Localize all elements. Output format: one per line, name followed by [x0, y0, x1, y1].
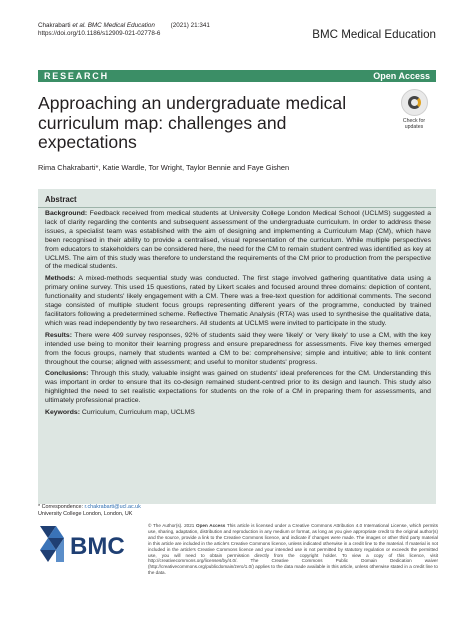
license-statement: © The Author(s). 2021 Open Access This article is licensed under a Creative Commons Attribution 4.0 International License, which permits use, sharing, adaptation, distribution and reproduction in any medium or format, as long as you give appropriate credit to the original author(s) and the source, provide a link to the Creative Commons licence, and indicate if changes were made. The images or other third party material in this article are included in the article's Creative Commons licence, unless indicated otherwise in a credit line to the material. If material is not included in the article's Creative Commons licence and your intended use is not permitted by statutory regulation or exceeds the permitted use, you will need to obtain permission directly from the copyright holder. To view a copy of this licence, visit http://creativecommons.org/licenses/by/4.0/. The Creative Commons Public Domain Dedication waiver (http://creativecommons.org/publicdomain/zero/1.0/) applies to the data made available in this article, unless otherwise stated in a credit line to the data.: [148, 523, 438, 576]
abstract-conclusions: Conclusions: Through this study, valuable insight was gained on students' ideal preferences for the CM. Understanding this was important in order to ensure that its co-design remained student-centred prior to its design and launch. This study also highlighted the need to set realistic expectations for students on the role of a CM in preparing them for assessments, and ultimately professional practice.: [45, 370, 431, 405]
citation-authors: Chakrabarti et al. BMC Medical Education: [38, 22, 155, 29]
article-type-banner: [38, 70, 436, 82]
author-list: Rima Chakrabarti*, Katie Wardle, Tor Wright, Taylor Bennie and Faye Gishen: [38, 163, 290, 172]
abstract-heading: Abstract: [45, 195, 77, 204]
abstract-box: [38, 189, 436, 504]
citation-year-pages: (2021) 21:341: [170, 22, 210, 29]
citation-header: [38, 22, 224, 39]
correspondence-email[interactable]: r.chakrabarti@ucl.ac.uk: [84, 504, 141, 510]
section-label: RESEARCH: [44, 71, 109, 81]
correspondence-footnote: [38, 504, 141, 518]
abstract-body: [45, 210, 431, 421]
article-title: Approaching an undergraduate medical curriculum map: challenges and expectations: [38, 93, 347, 153]
abstract-results: Results: There were 409 survey responses, 92% of students said they were 'likely' or 'very likely' to use a CM, with the key intended use being to monitor their learning progress and ensure preparedness for assessments. Five key themes emerged from the focus groups, namely that students wanted a CM to be: comprehensive; simple and intuitive; able to link content throughout the course; aligned with assessment; and useful to monitor students' progress.: [45, 331, 431, 366]
check-for-updates-badge[interactable]: [394, 89, 434, 131]
affiliation: University College London, London, UK: [38, 511, 133, 517]
abstract-divider: [38, 207, 436, 208]
open-access-label: Open Access: [373, 71, 430, 81]
badge-line1: Check for: [402, 118, 426, 124]
check-updates-icon: [401, 89, 428, 116]
journal-name: BMC Medical Education: [312, 28, 436, 41]
correspondence-label: * Correspondence:: [38, 504, 85, 510]
bmc-logo: [38, 524, 140, 564]
bmc-logo-text: BMC: [70, 533, 125, 560]
abstract-methods: Methods: A mixed-methods sequential study was conducted. The first stage involved gathering quantitative data using a primary online survey. This used 15 questions, rated by Likert scales and focused around three domains: depiction of content, functionality and students' likely engagement with a CM. There was a free-text question for additional comments. The second stage consisted of multiple student focus groups representing different years of the programme, conducted by trained facilitators following a predetermined scheme. Reflective Thematic Analysis (RTA) was used to synthesise the qualitative data, which was read independently by two researchers. All students at UCLMS were invited to participate in the study.: [45, 275, 431, 327]
abstract-background: Background: Feedback received from medical students at University College London Medical School (UCLMS) suggested a lack of clarity regarding the contents and subsequent assessment of the undergraduate curriculum. In order to address these issues, a specialist team was established with the aim of designing and implementing a Curriculum Map (CM), which have been recognised in their ability to provide a centralised, visual representation of the curriculum. While multiple perspectives from educators to stakeholders can be considered here, the need for the CM to remain student centred was identified as key at UCLMS. The aim of this study was therefore to understand the requirements of the CM prior to production from the perspective of the medical students.: [45, 210, 431, 271]
abstract-keywords: Keywords: Curriculum, Curriculum map, UCLMS: [45, 409, 195, 417]
badge-line2: updates: [404, 124, 424, 130]
doi-link[interactable]: https://doi.org/10.1186/s12909-021-02778-6: [38, 30, 161, 38]
